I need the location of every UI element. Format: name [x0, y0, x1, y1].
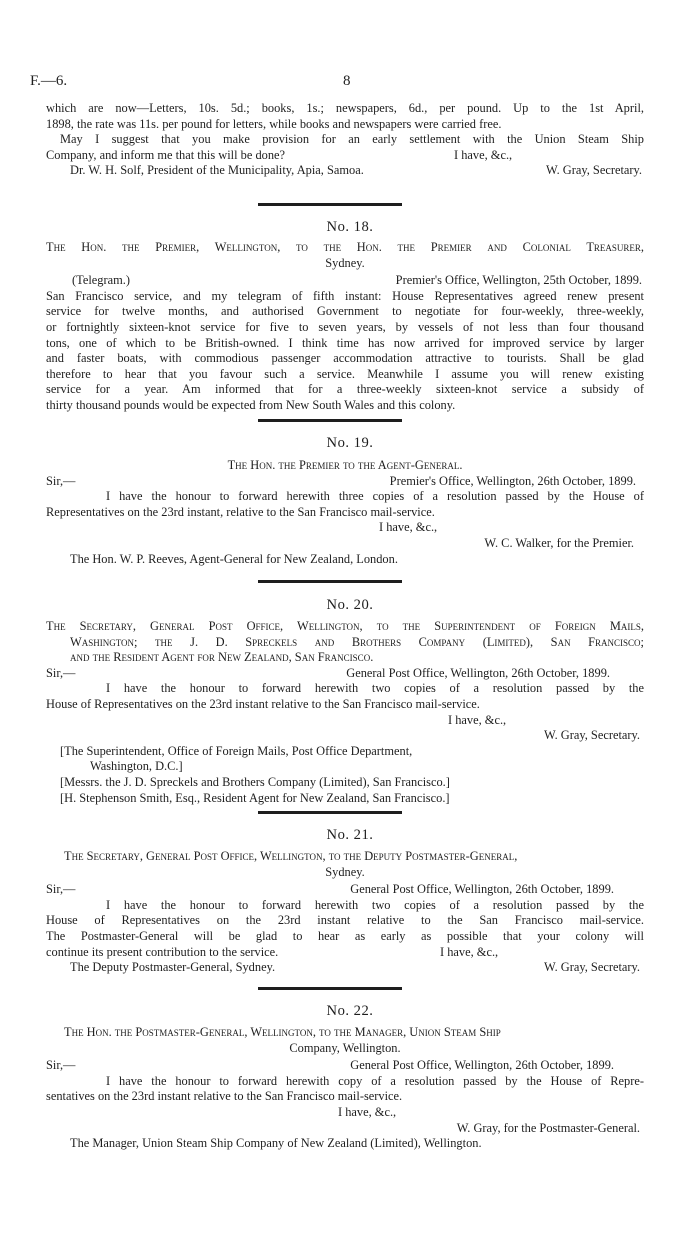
heading-line: The Hon. the Premier to the Agent-General. — [227, 458, 463, 472]
closing: I have, &c., — [379, 520, 438, 535]
letter-21 — [46, 849, 644, 976]
heading-line: Company, Wellington. — [289, 1040, 401, 1055]
text-line: I have the honour to forward herewith two copies of a resolution passed by the — [106, 897, 644, 912]
office-date: Premier's Office, Wellington, 25th October, 1899. — [395, 273, 642, 288]
text-line: 1898, the rate was 11s. per pound for letters, while books and newspapers were carried free. — [46, 116, 502, 131]
heading-line: Washington; the J. D. Spreckels and Brothers Company (Limited), San Francisco; — [70, 634, 644, 649]
document-number: No. 22. — [326, 1003, 374, 1019]
document-number: No. 19. — [326, 435, 374, 451]
heading-line: The Secretary, General Post Office, Wellington, to the Superintendent of Foreign Mails, — [46, 619, 644, 633]
text-line: tons, one of which to be British-owned. I think time has now arrived for improved service by larger — [46, 335, 644, 350]
section-rule — [258, 203, 402, 206]
heading-line: The Secretary, General Post Office, Wellington, to the Deputy Postmaster-General, — [64, 849, 518, 863]
text-line: I have the honour to forward herewith copy of a resolution passed by the House of Repre- — [106, 1073, 644, 1088]
heading-line: Sydney. — [325, 255, 365, 270]
text-line: Company, and inform me that this will be done? — [46, 147, 286, 162]
document-number: No. 20. — [326, 597, 374, 613]
heading-line: Sydney. — [325, 864, 365, 879]
letter-22 — [46, 1025, 644, 1152]
signature: W. Gray, for the Postmaster-General. — [456, 1120, 640, 1135]
text-line: or fortnightly sixteen-knot service for five to seven years, by vessels of not less than four thousand — [46, 319, 644, 334]
text-line: House of Representatives on the 23rd instant relative to the San Francisco mail-service. — [46, 696, 480, 711]
salutation: Sir,— — [46, 473, 76, 488]
addressee: Dr. W. H. Solf, President of the Municipality, Apia, Samoa. — [70, 163, 364, 178]
signature: W. Gray, Secretary. — [544, 960, 640, 975]
heading-line: The Hon. the Postmaster-General, Wellington, to the Manager, Union Steam Ship — [64, 1025, 501, 1039]
heading-line: and the Resident Agent for New Zealand, San Francisco. — [70, 650, 374, 665]
address-line: [The Superintendent, Office of Foreign Mails, Post Office Department, — [60, 743, 413, 758]
text-line: May I suggest that you make provision for an early settlement with the Union Steam Ship — [60, 132, 644, 147]
office-date: General Post Office, Wellington, 26th October, 1899. — [346, 665, 610, 680]
salutation: Sir,— — [46, 882, 76, 897]
text-line: House of Representatives on the 23rd instant relative to the San Francisco mail-service. — [46, 913, 644, 928]
closing: I have, &c., — [440, 944, 499, 959]
address-line: Washington, D.C.] — [90, 759, 183, 774]
section-rule — [258, 811, 402, 814]
text-line: thirty thousand pounds would be expected from New South Wales and this colony. — [46, 397, 456, 412]
text-line: Representatives on the 23rd instant, relative to the San Francisco mail-service. — [46, 504, 435, 519]
telegram-label: (Telegram.) — [72, 273, 130, 288]
text-line: The Postmaster-General will be glad to hear as early as possible that your colony will — [46, 928, 644, 943]
addressee: The Hon. W. P. Reeves, Agent-General for New Zealand, London. — [70, 551, 398, 566]
signature: W. Gray, Secretary. — [544, 728, 640, 743]
salutation: Sir,— — [46, 1058, 76, 1073]
signature: W. C. Walker, for the Premier. — [484, 535, 634, 550]
text-line: I have the honour to forward herewith three copies of a resolution passed by the House of — [106, 489, 644, 504]
office-date: General Post Office, Wellington, 26th October, 1899. — [350, 1058, 614, 1073]
document-number: No. 18. — [326, 219, 374, 235]
addressee: The Manager, Union Steam Ship Company of New Zealand (Limited), Wellington. — [70, 1136, 482, 1151]
text-line: sentatives on the 23rd instant relative to the San Francisco mail-service. — [46, 1089, 403, 1104]
document-number: No. 21. — [326, 827, 374, 843]
heading-line: The Hon. the Premier, Wellington, to the Hon. the Premier and Colonial Treasurer, — [46, 240, 644, 254]
text-line: which are now—Letters, 10s. 5d.; books, 1s.; newspapers, 6d., per pound. Up to the 1st April, — [46, 101, 644, 115]
text-line: San Francisco service, and my telegram of fifth instant: House Representatives agreed renew present — [46, 288, 644, 303]
letter-20 — [46, 619, 644, 806]
text-line: continue its present contribution to the service. — [46, 944, 279, 959]
address-line: [H. Stephenson Smith, Esq., Resident Agent for New Zealand, San Francisco.] — [60, 790, 450, 805]
address-line: [Messrs. the J. D. Spreckels and Brothers Company (Limited), San Francisco.] — [60, 774, 450, 789]
text-line: service for twelve months, and authorised Government to negotiate for four-weekly, three-weekly, — [46, 304, 644, 319]
text-line: service for a year. Am informed that for a three-weekly sixteen-knot service a subsidy of — [46, 382, 644, 397]
text-line: and faster boats, with commodious passenger accommodation attractive to tourists. Shall be glad — [46, 351, 644, 366]
text-line: therefore to hear that you favour such a service. Meanwhile I assume you will renew existing — [46, 366, 644, 381]
office-date: General Post Office, Wellington, 26th October, 1899. — [350, 882, 614, 897]
closing: I have, &c., — [448, 712, 507, 727]
signature: W. Gray, Secretary. — [546, 163, 642, 178]
section-rule — [258, 419, 402, 422]
section-rule — [258, 987, 402, 990]
page-number: 8 — [343, 73, 351, 89]
section-rule — [258, 580, 402, 583]
addressee: The Deputy Postmaster-General, Sydney. — [70, 960, 276, 975]
salutation: Sir,— — [46, 665, 76, 680]
text-line: I have the honour to forward herewith two copies of a resolution passed by the — [106, 681, 644, 696]
letter-19 — [46, 458, 644, 567]
telegram-18 — [46, 240, 644, 414]
office-date: Premier's Office, Wellington, 26th October, 1899. — [389, 473, 636, 488]
page-reference: F.—6. — [30, 73, 68, 89]
closing: I have, &c., — [338, 1104, 397, 1119]
closing: I have, &c., — [454, 147, 513, 162]
letter-continuation — [46, 101, 644, 179]
